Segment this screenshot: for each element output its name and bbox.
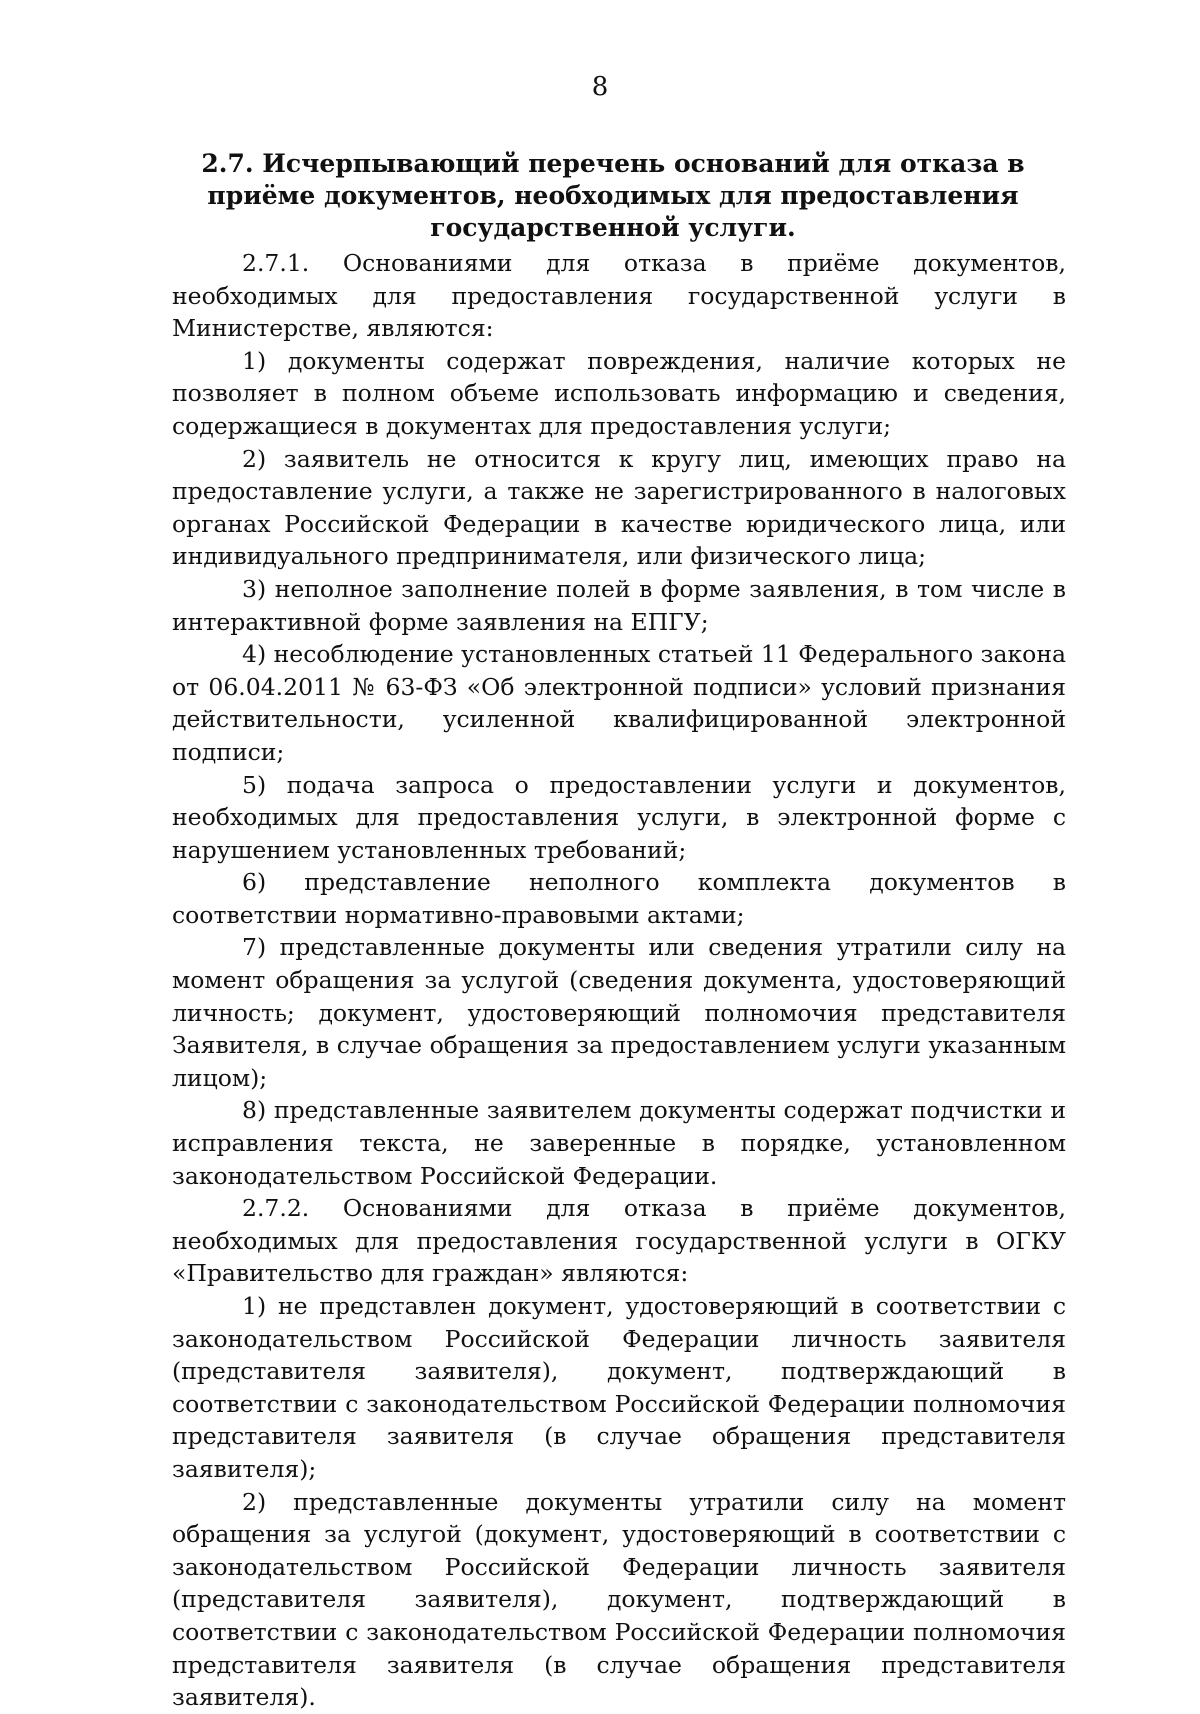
body-text [172, 247, 1066, 1714]
list-item-4: 4) несоблюдение установленных статьей 11 Федерального закона от 06.04.2011 № 63-ФЗ «Об электронной подписи» условий признания действительности, усиленной квалифицированной электронной подписи; [172, 640, 1066, 766]
section-heading: 2.7. Исчерпывающий перечень оснований для отказа в приёме документов, необходимых для предоставления государственной услуги. [201, 149, 1025, 242]
paragraph-2-7-2: 2.7.2. Основаниями для отказа в приёме документов, необходимых для предоставления государственной услуги в ОГКУ «Правительство для граждан» являются: [172, 1194, 1066, 1288]
list-item-2-1: 1) не представлен документ, удостоверяющий в соответствии с законодательством Российской Федерации личность заявителя (представителя заявителя), документ, подтверждающий в соответствии с законодательством Российской Федерации полномочия представителя заявителя (в случае обращения представителя заявителя); [172, 1292, 1066, 1483]
list-item-1: 1) документы содержат повреждения, наличие которых не позволяет в полном объеме использовать информацию и сведения, содержащиеся в документах для предоставления услуги; [172, 346, 1066, 440]
paragraph-2-7-1: 2.7.1. Основаниями для отказа в приёме документов, необходимых для предоставления государственной услуги в Министерстве, являются: [172, 249, 1066, 343]
list-item-8: 8) представленные заявителем документы содержат подчистки и исправления текста, не заверенные в порядке, установленном законодательством Российской Федерации. [172, 1096, 1066, 1190]
list-item-7: 7) представленные документы или сведения утратили силу на момент обращения за услугой (сведения документа, удостоверяющий личность; документ, удостоверяющий полномочия представителя Заявителя, в случае обращения за предоставлением услуги указанным лицом); [172, 933, 1066, 1092]
page-number: 8 [591, 72, 609, 102]
list-item-2: 2) заявитель не относится к кругу лиц, имеющих право на предоставление услуги, а также не зарегистрированного в налоговых органах Российской Федерации в качестве юридического лица, или индивидуального предпринимателя, или физического лица; [172, 444, 1066, 571]
list-item-2-2: 2) представленные документы утратили силу на момент обращения за услугой (документ, удостоверяющий в соответствии с законодательством Российской Федерации личность заявителя (представителя заявителя), документ, подтверждающий в соответствии с законодательством Российской Федерации полномочия представителя заявителя (в случае обращения представителя заявителя). [172, 1487, 1066, 1712]
list-item-6: 6) представление неполного комплекта документов в соответствии нормативно-правовыми актами; [172, 868, 1066, 929]
list-item-5: 5) подача запроса о предоставлении услуги и документов, необходимых для предоставления услуги, в электронной форме с нарушением установленных требований; [172, 770, 1066, 864]
list-item-3: 3) неполное заполнение полей в форме заявления, в том числе в интерактивной форме заявления на ЕПГУ; [172, 574, 1066, 636]
